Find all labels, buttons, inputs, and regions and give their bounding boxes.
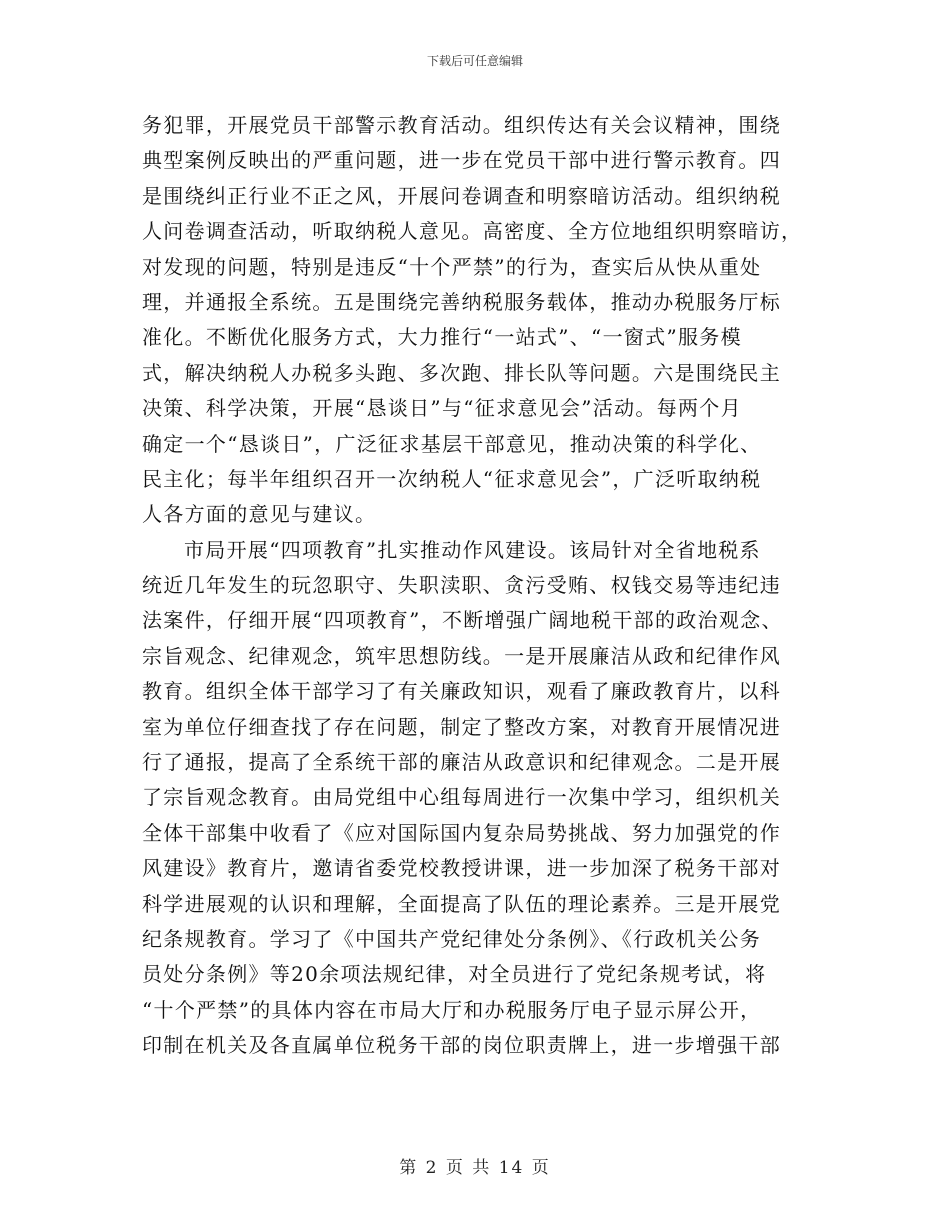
text-line: 统近几年发生的玩忽职守、失职渎职、贪污受贿、权钱交易等违纪违 — [142, 573, 781, 598]
text-line: 式，解决纳税人办税多头跑、多次跑、排长队等问题。六是围绕民主 — [142, 360, 781, 385]
text-line: 员处分条例》等20余项法规纪律，对全员进行了党纪条规考试，将 — [142, 962, 767, 987]
text-line: 风建设》教育片，邀请省委党校教授讲课，进一步加深了税务干部对 — [142, 856, 781, 881]
text-line: 宗旨观念、纪律观念，筑牢思想防线。一是开展廉洁从政和纪律作风 — [142, 643, 781, 668]
page-number-footer: 第 2 页 共 14 页 — [399, 1158, 551, 1178]
text-line: 确定一个“恳谈日”，广泛征求基层干部意见，推动决策的科学化、 — [142, 431, 762, 456]
text-line: 理，并通报全系统。五是围绕完善纳税服务载体，推动办税服务厅标 — [142, 289, 781, 314]
paragraph-first-line: 市局开展“四项教育”扎实推动作风建设。该局针对全省地税系 — [184, 537, 761, 562]
text-line: 民主化；每半年组织召开一次纳税人“征求意见会”，广泛听取纳税 — [142, 466, 762, 491]
text-line: 准化。不断优化服务方式，大力推行“一站式”、“一窗式”服务模 — [142, 325, 742, 350]
document-body — [142, 108, 814, 1064]
text-line: “十个严禁”的具体内容在市局大厅和办税服务厅电子显示屏公开， — [142, 997, 762, 1022]
text-line: 全体干部集中收看了《应对国际国内复杂局势挑战、努力加强党的作 — [142, 820, 781, 845]
text-line: 了宗旨观念教育。由局党组中心组每周进行一次集中学习，组织机关 — [142, 785, 781, 810]
text-line: 室为单位仔细查找了存在问题，制定了整改方案，对教育开展情况进 — [142, 714, 781, 739]
text-line: 是围绕纠正行业不正之风，开展问卷调查和明察暗访活动。组织纳税 — [142, 183, 781, 208]
text-line: 人问卷调查活动，听取纳税人意见。高密度、全方位地组织明察暗访， — [142, 219, 803, 244]
text-line: 科学进展观的认识和理解，全面提高了队伍的理论素养。三是开展党 — [142, 891, 781, 916]
text-line: 印制在机关及各直属单位税务干部的岗位职责牌上，进一步增强干部 — [142, 1033, 781, 1058]
text-line: 决策、科学决策，开展“恳谈日”与“征求意见会”活动。每两个月 — [142, 396, 742, 421]
text-line: 教育。组织全体干部学习了有关廉政知识，观看了廉政教育片，以科 — [142, 679, 781, 704]
text-line: 人各方面的意见与建议。 — [142, 502, 377, 527]
text-line: 法案件，仔细开展“四项教育”，不断增强广阔地税干部的政治观念、 — [142, 608, 783, 633]
text-line: 典型案例反映出的严重问题，进一步在党员干部中进行警示教育。四 — [142, 148, 781, 173]
page-header-note: 下载后可任意编辑 — [426, 54, 523, 68]
text-line: 对发现的问题，特别是违反“十个严禁”的行为，查实后从快从重处 — [142, 254, 762, 279]
text-line: 务犯罪，开展党员干部警示教育活动。组织传达有关会议精神，围绕 — [142, 113, 781, 137]
text-line: 行了通报，提高了全系统干部的廉洁从政意识和纪律观念。二是开展 — [142, 750, 781, 775]
text-line: 纪条规教育。学习了《中国共产党纪律处分条例》、《行政机关公务 — [142, 926, 761, 951]
